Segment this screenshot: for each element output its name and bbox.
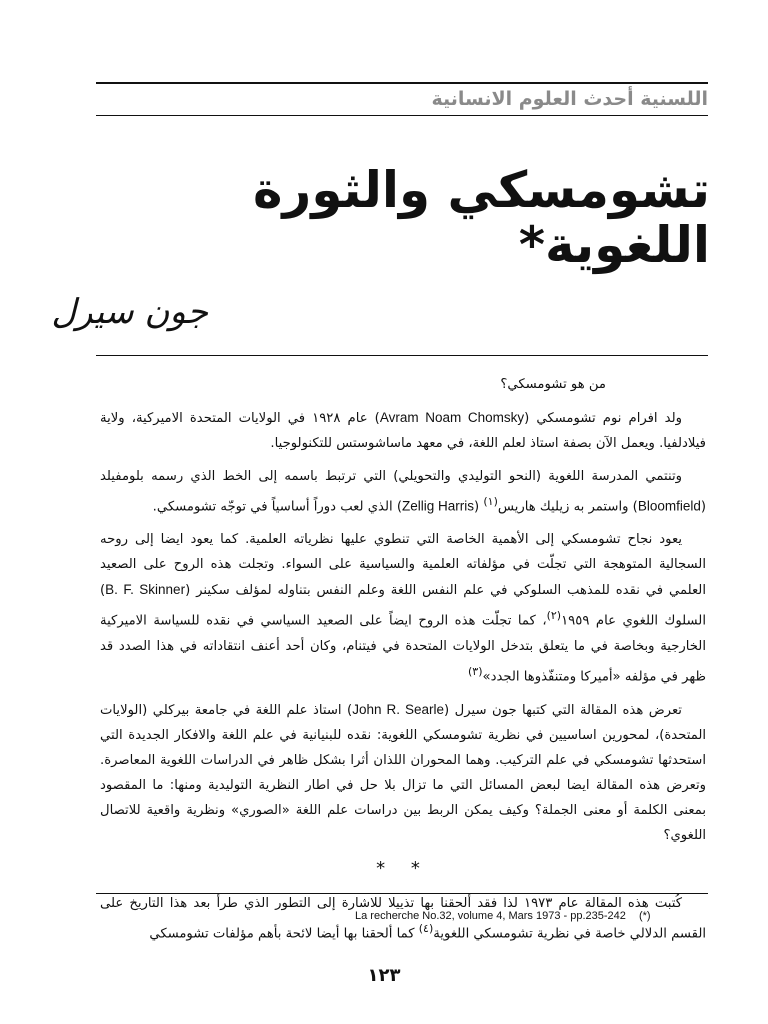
section-separator: * * (376, 858, 430, 880)
footnote-marker: (*) (638, 910, 651, 922)
paragraph-text: ) السلوك اللغوي عام ١٩٥٩ (100, 583, 706, 629)
top-rule (96, 82, 708, 84)
latin-name: John R. Searle (352, 702, 445, 718)
paragraph-text: كُتبت هذه المقالة عام ١٩٧٣ لذا فقد ألحقنا بها تذييلا للاشارة إلى التطور الذي طرأ بعد هذا التاريخ على القسم الدلالي خاصة في نظرية تشومسكي اللغوية (100, 896, 706, 942)
footnote-text: La recherche No.32, volume 4, Mars 1973 - pp.235-242 (355, 910, 626, 922)
paragraph-text: ولد افرام نوم تشومسكي ( (524, 411, 682, 426)
footnote-ref: (٣) (468, 664, 483, 678)
paragraph-school (100, 464, 706, 519)
page-number: ١٢٣ (367, 965, 401, 986)
paragraph-text: تعرض هذه المقالة التي كتبها جون سيرل ( (444, 703, 682, 719)
paragraph-text: ) عام ١٩٢٨ في الولايات المتحدة الاميركية، ولاية فيلادلفيا. ويعمل الآن بصفة استاذ لعلم اللغة، في معهد ماساشوستس للتكنولوجيا. (100, 411, 706, 451)
author-name: جون سيرل (51, 292, 208, 332)
latin-name: Avram Noam Chomsky (379, 410, 525, 425)
intro-question: من هو تشومسكي؟ (500, 377, 606, 392)
paragraph-text: ) استاذ علم اللغة في جامعة بيركلي (الولايات المتحدة)، لمحورين اساسيين في نظرية تشومسكي اللغوية: نقده للبنيانية في علم اللغة والافكار الجديدة التي استحدثها تشومسكي في علم التركيب. وهما المحوران اللذان أثرا بشكل ظاهر في الدراسات اللغوية المعاصرة. وتعرض هذه المقالة ايضا لبعض المسائل التي ما تزال بلا حل في اطار النظرية التوليدية ومنها: ما المقصود بمعنى الكلمة أو معنى الجملة؟ وكيف يمكن الربط بين دراسات علم اللغة «الصوري» ونظرية واقعية للاتصال اللغوي؟ (100, 703, 706, 844)
article-title: تشومسكي والثورة اللغوية* (253, 161, 710, 274)
paragraph-text: ) الذي لعب دوراً أساسياً في توجّه تشومسكي. (152, 499, 402, 515)
paragraph-text: يعود نجاح تشومسكي إلى الأهمية الخاصة التي تنطوي عليها نظرياته العلمية. كما يعود ايضا إلى روحه السجالية المتوهجة التي تجلّت في مؤلفاته العلمية والسياسية على السواء. وتجلت هذه الروح على الصعيد العلمي في نقده للمذهب السلوكي في علم النفس اللغة وعلم النفس بتناوله لمؤلف سكينر ( (100, 532, 706, 599)
paragraph-text: ، كما تجلّت هذه الروح ايضاً على الصعيد السياسي في نقده للسياسة الاميركية الخارجية وبخاصة في ما يتعلق بتدخل الولايات المتحدة في فيتنام، وكان أحد أعنف انتقاداته في هذا الصدد قد ظهر في مؤلفه «أميركا ومتنفّذوها الجدد» (100, 613, 706, 685)
paragraph-text: ( (474, 499, 484, 515)
paragraph-text: كما ألحقنا بها أيضا لائحة بأهم مؤلفات تشومسكي (149, 926, 419, 942)
footnote-ref: (٤) (418, 922, 434, 936)
article-body (100, 372, 706, 955)
latin-name: B. F. Skinner (105, 582, 186, 598)
latin-name: Zellig Harris (402, 498, 475, 514)
footnote-ref: (١) (483, 495, 498, 508)
footnote-rule (96, 893, 708, 894)
paragraph-birth (100, 405, 706, 456)
paragraph-article-scope (100, 697, 706, 848)
footnote-ref: (٢) (546, 609, 562, 623)
paragraph-text: وتنتمي المدرسة اللغوية (النحو التوليدي والتحويلي) التي ترتبط باسمه إلى الخط الذي رسمه بلومفيلد ( (100, 469, 706, 515)
footnote (355, 910, 705, 922)
paragraph-success (100, 527, 706, 689)
author-rule (96, 355, 708, 356)
header-rule (96, 115, 708, 116)
running-header: اللسنية أحدث العلوم الانسانية (431, 88, 708, 110)
paragraph-text: ) واستمر به زيليك هاريس (497, 499, 638, 515)
latin-name: Bloomfield (637, 498, 701, 514)
